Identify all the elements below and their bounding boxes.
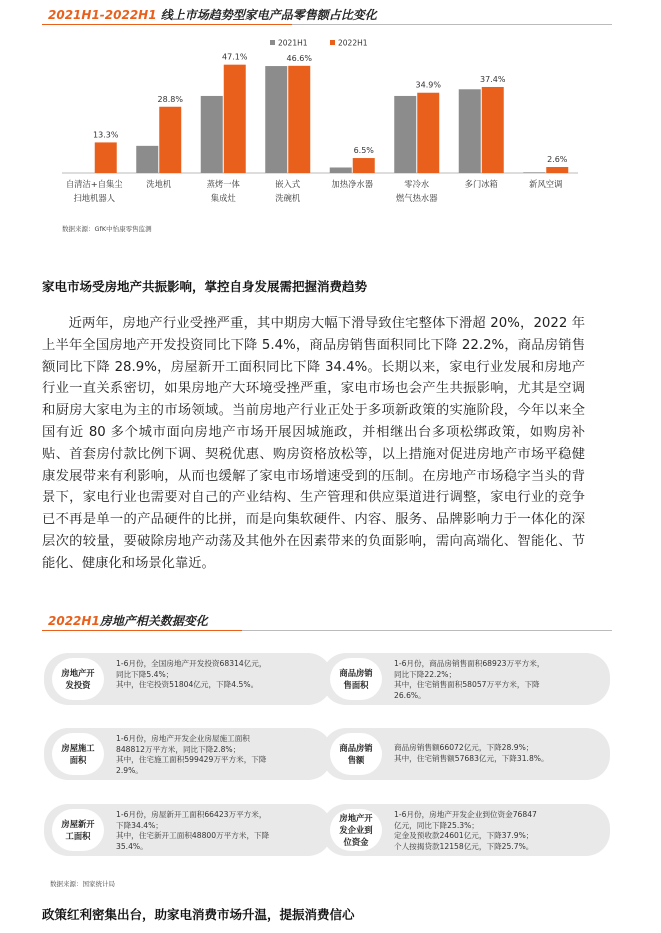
bar-2022h1-3 (288, 66, 310, 173)
category-label-0: 扫地机器人 (73, 193, 115, 203)
bar-2021h1-4 (330, 167, 352, 173)
card-funding (322, 804, 610, 856)
card-label: 商品房销 售额 (330, 733, 382, 775)
bar-2021h1-7 (523, 172, 545, 173)
title-underline (42, 24, 292, 25)
bar-2022h1-1 (159, 107, 181, 173)
bar-2022h1-2 (224, 65, 246, 173)
data-label-0: 13.3% (93, 130, 119, 140)
bar-chart (42, 28, 612, 223)
card-new-construction (44, 804, 332, 856)
data-label-4: 6.5% (353, 146, 374, 156)
chart-section-title (48, 6, 377, 23)
legend-swatch-2021h1 (270, 40, 275, 45)
data-title-text: 房地产相关数据变化 (99, 614, 208, 628)
data-label-7: 2.6% (547, 155, 568, 165)
legend-label-2021h1: 2021H1 (278, 38, 308, 48)
title-underline-rest (292, 24, 612, 25)
bar-2021h1-3 (265, 66, 287, 173)
legend-swatch-2022h1 (330, 40, 335, 45)
card-label: 房地产开 发投资 (52, 658, 104, 700)
category-label-4: 加热净水器 (331, 179, 373, 189)
bar-2022h1-4 (353, 158, 375, 173)
data-label-2: 47.1% (222, 52, 248, 62)
card-text: 1-6月份，房屋新开工面积66423万平方米， 下降34.4%； 其中，住宅新开工面积48800万平方米，下降 35.4%。 (116, 810, 270, 851)
category-label-5: 燃气热水器 (396, 193, 438, 203)
category-label-5: 零冷水 (404, 179, 430, 189)
data-title-underline (42, 630, 242, 631)
data-title-underline-rest (242, 630, 612, 631)
card-sales-amount (322, 728, 610, 780)
bar-2021h1-6 (459, 89, 481, 173)
category-label-2: 蒸烤一体 (206, 179, 240, 189)
data-section-title (48, 612, 208, 629)
card-label: 房屋新开 工面积 (52, 809, 104, 851)
category-label-3: 洗碗机 (275, 193, 301, 203)
card-sales-area (322, 653, 610, 705)
bar-2022h1-0 (95, 142, 117, 173)
category-label-7: 新风空调 (529, 179, 563, 189)
bar-2022h1-6 (482, 87, 504, 173)
data-label-1: 28.8% (157, 94, 183, 104)
card-label: 商品房销 售面积 (330, 658, 382, 700)
card-construction-area (44, 728, 332, 780)
section-heading-policy: 政策红利密集出台，助家电消费市场升温，提振消费信心 (42, 907, 355, 922)
card-label: 房地产开 发企业到 位资金 (330, 809, 382, 851)
bar-2022h1-7 (546, 167, 568, 173)
card-text: 1-6月份，商品房销售面积68923万平方米， 同比下降22.2%； 其中，住宅销售面积58057万平方米，下降 26.6%。 (394, 659, 545, 700)
card-text: 1-6月份，房地产开发企业到位资金76847 亿元，同比下降25.3%； 定金及预收款24601亿元，下降37.9%； 个人按揭贷款12158亿元，下降25.7%。 (394, 810, 537, 851)
section-heading-real-estate: 家电市场受房地产共振影响，掌控自身发展需把握消费趋势 (42, 279, 368, 294)
category-label-3: 嵌入式 (275, 179, 301, 189)
category-label-6: 多门冰箱 (464, 179, 498, 189)
data-title-period: 2022H1 (48, 614, 100, 628)
category-label-2: 集成灶 (210, 193, 236, 203)
card-text: 商品房销售额66072亿元，下降28.9%； 其中，住宅销售额57683亿元，下降31.8%。 (394, 743, 549, 763)
card-text: 1-6月份，房地产开发企业房屋施工面积 848812万平方米，同比下降2.8%； 其中，住宅施工面积599429万平方米，下降 2.9%。 (116, 734, 267, 775)
bar-2021h1-5 (394, 96, 416, 173)
bar-2021h1-2 (201, 96, 223, 173)
category-label-1: 洗地机 (146, 179, 172, 189)
bar-2022h1-5 (417, 93, 439, 173)
body-paragraph: 近两年，房地产行业受挫严重，其中期房大幅下滑导致住宅整体下滑超 20%，2022 年上半年全国房地产开发投资同比下降 5.4%，商品房销售面积同比下降 22.2%，商品房销售额同比下降 28.9%，房屋新开工面积同比下降 34.4%。长期以来，家电行业发展和房地产行业一直关系密切，如果房地产大环境受挫严重，家电市场也会产生共振影响，尤其是空调和厨房大家电为主的市场领域。当前房地产行业正处于多项新政策的实施阶段，今年以来全国有近 80 多个城市面向房地产市场开展因城施政，并相继出台多项松绑政策，如购房补贴、首套房付款比例下调、契税优惠、购房资格放松等，以上措施对促进房地产市场平稳健康发展带来有利影响，从而也缓解了家电市场增速受到的压制。在房地产市场稳字当头的背景下，家电行业也需要对自己的产业结构、生产管理和供应渠道进行调整，家电行业的竞争已不再是单一的产品硬件的比拼，而是向集软硬件、内容、服务、品牌影响力于一体化的深层次的较量，要破除房地产动荡及其他外在因素带来的负面影响，需向高端化、智能化、节能化、健康化和场景化靠近。 (42, 316, 585, 571)
data-label-6: 37.4% (480, 74, 506, 84)
chart-source-note: 数据来源：GfK中怡康零售监测 (62, 225, 152, 233)
chart-title-period: 2021H1-2022H1 (48, 8, 157, 22)
chart-title-text: 线上市场趋势型家电产品零售额占比变化 (156, 8, 377, 22)
card-label: 房屋施工 面积 (52, 733, 104, 775)
card-text: 1-6月份，全国房地产开发投资68314亿元， 同比下降5.4%； 其中，住宅投资51804亿元，下降4.5%。 (116, 659, 267, 690)
data-source-note: 数据来源：国家统计局 (50, 880, 115, 888)
data-label-5: 34.9% (415, 80, 441, 90)
legend-label-2022h1: 2022H1 (338, 38, 368, 48)
bar-2021h1-1 (136, 146, 158, 173)
card-investment (44, 653, 332, 705)
data-label-3: 46.6% (286, 53, 312, 63)
category-label-0: 自清洁+自集尘 (65, 179, 123, 189)
